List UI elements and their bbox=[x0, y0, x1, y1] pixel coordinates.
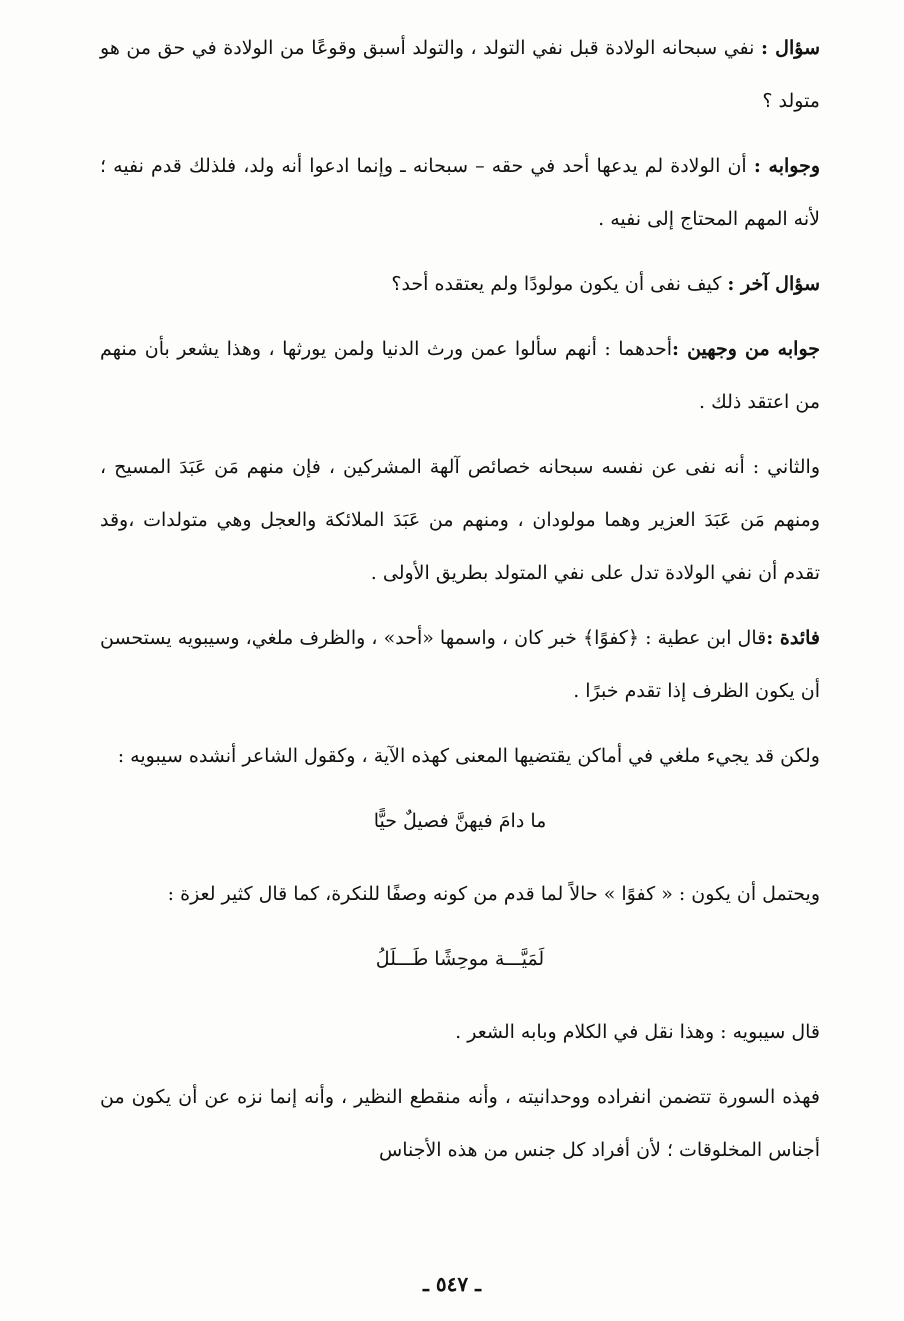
paragraph-text: كيف نفى أن يكون مولودًا ولم يعتقده أحد؟ bbox=[391, 273, 728, 295]
paragraph-text: والثاني : أنه نفى عن نفسه سبحانه خصائص آلهة المشركين ، فإن منهم مَن عَبَدَ المسيح ، ومنهم مَن عَبَدَ العزير وهما مولودان ، ومنهم من عَبَدَ الملائكة والعجل وهي متولدات ،وقد تقدم أن نفي الولادة تدل على نفي المتولد بطريق الأولى . bbox=[100, 456, 820, 584]
answer-lead: وجوابه : bbox=[753, 155, 820, 177]
paragraph-benefit bbox=[100, 612, 820, 718]
paragraph-question-1 bbox=[100, 22, 820, 128]
paragraph-question-2 bbox=[100, 258, 820, 311]
question-lead: سؤال آخر : bbox=[727, 273, 820, 295]
answer-lead: جوابه من وجهين : bbox=[672, 338, 820, 360]
page-body bbox=[100, 22, 820, 1189]
verse-line-2: لَمَيَّـــة موحِشًا طَـــلَلُ bbox=[375, 948, 545, 970]
paragraph-poet-intro bbox=[100, 730, 820, 783]
paragraph-text: أن الولادة لم يدعها أحد في حقه – سبحانه ـ وإنما ادعوا أنه ولد، فلذلك قدم نفيه ؛ لأنه المهم المحتاج إلى نفيه . bbox=[100, 155, 820, 230]
paragraph-text: ولكن قد يجيء ملغي في أماكن يقتضيها المعنى كهذه الآية ، وكقول الشاعر أنشده سيبويه : bbox=[117, 745, 820, 767]
paragraph-text: أحدهما : أنهم سألوا عمن ورث الدنيا ولمن يورثها ، وهذا يشعر بأن منهم من اعتقد ذلك . bbox=[100, 338, 820, 413]
paragraph-answer-1 bbox=[100, 140, 820, 246]
paragraph-answer-2 bbox=[100, 323, 820, 429]
paragraph-second-aspect bbox=[100, 441, 820, 600]
question-lead: سؤال : bbox=[761, 37, 820, 59]
paragraph-sibawayh: قال سيبويه : وهذا نقل في الكلام وبابه الشعر . bbox=[455, 1021, 820, 1043]
paragraph-hal: ويحتمل أن يكون : « كفوًا » حالاً لما قدم من كونه وصفًا للنكرة، كما قال كثير لعزة : bbox=[167, 883, 820, 905]
benefit-lead: فائدة : bbox=[766, 627, 820, 649]
paragraph-text: قال ابن عطية : ﴿كفوًا﴾ خبر كان ، واسمها «أحد» ، والظرف ملغي، وسيبويه يستحسن أن يكون الظرف إذا تقدم خبرًا . bbox=[100, 627, 820, 702]
verse-line-1: ما دامَ فيهنَّ فصيلٌ حيًّا bbox=[373, 810, 547, 832]
paragraph-text: نفي سبحانه الولادة قبل نفي التولد ، والتولد أسبق وقوعًا من الولادة في حق من هو متولد ؟ bbox=[100, 37, 820, 112]
paragraph-conclusion: فهذه السورة تتضمن انفراده ووحدانيته ، وأنه منقطع النظير ، وأنه إنما نزه عن أن يكون من أجناس المخلوقات ؛ لأن أفراد كل جنس من هذه الأجناس bbox=[100, 1086, 820, 1161]
page-number: ـ ٥٤٧ ـ bbox=[423, 1272, 481, 1296]
